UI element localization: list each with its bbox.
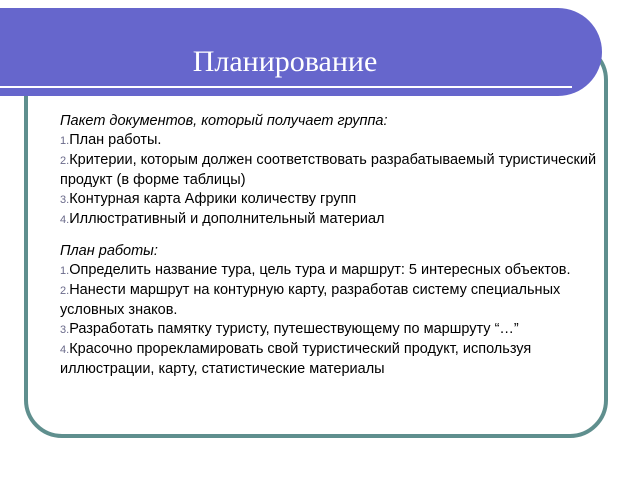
list-number: 2. <box>60 155 70 167</box>
list-item-text: Разработать памятку туристу, путешествующему по маршруту “…” <box>69 321 519 337</box>
list-number: 4. <box>60 344 70 356</box>
slide-title: Планирование <box>192 45 378 78</box>
list-item-text: Контурная карта Африки количеству групп <box>69 191 357 207</box>
list-item-text: Критерии, которым должен соответствовать разрабатываемый туристический продукт (в форме таблицы) <box>60 152 597 188</box>
list-number: 1. <box>60 265 70 277</box>
list-item-text: Красочно прорекламировать свой туристический продукт, используя иллюстрации, карту, статистические материалы <box>60 341 532 377</box>
list-number: 1. <box>60 135 70 147</box>
list-item <box>60 210 620 230</box>
list-number: 2. <box>60 285 70 297</box>
section-work-plan <box>60 242 620 379</box>
list-number: 4. <box>60 214 70 226</box>
list-item <box>60 281 620 320</box>
section-heading: План работы: <box>60 243 158 259</box>
list-item-text: План работы. <box>69 132 162 148</box>
list-item <box>60 151 620 190</box>
work-plan-list <box>60 261 620 379</box>
list-number: 3. <box>60 194 70 206</box>
document-list <box>60 131 620 230</box>
list-item <box>60 320 620 340</box>
list-item-text: Определить название тура, цель тура и маршрут: 5 интересных объектов. <box>69 262 571 278</box>
slide-content <box>60 112 620 379</box>
list-item <box>60 131 620 151</box>
list-item-text: Иллюстративный и дополнительный материал <box>69 211 385 227</box>
section-documents <box>60 112 620 230</box>
list-item <box>60 261 620 281</box>
list-number: 3. <box>60 324 70 336</box>
list-item <box>60 190 620 210</box>
title-underline <box>0 86 572 88</box>
list-item <box>60 340 620 379</box>
list-item-text: Нанести маршрут на контурную карту, разработав систему специальных условных знаков. <box>60 282 561 318</box>
section-heading: Пакет документов, который получает группа: <box>60 113 388 129</box>
